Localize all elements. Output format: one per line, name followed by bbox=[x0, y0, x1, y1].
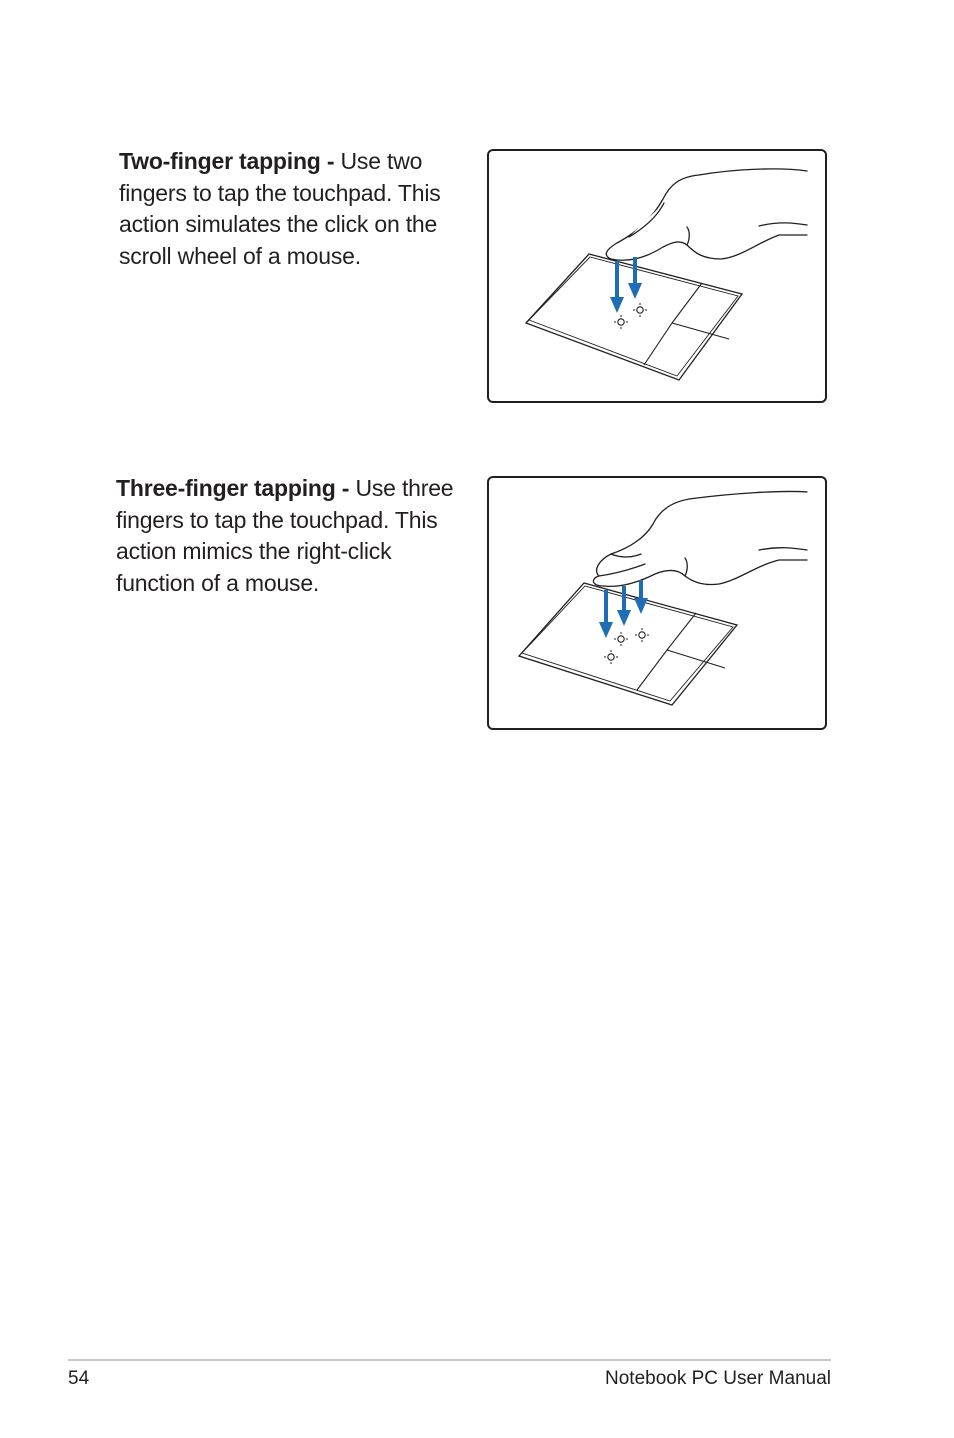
two-finger-tapping-description bbox=[119, 146, 464, 272]
gesture-body: Use two fingers to tap the touchpad. This action simulates the click on the scroll wheel of a mouse. bbox=[119, 148, 441, 269]
gesture-term: Two-finger tapping - bbox=[119, 148, 335, 174]
page-number: 54 bbox=[68, 1368, 90, 1389]
manual-title: Notebook PC User Manual bbox=[605, 1368, 831, 1389]
three-finger-tapping-description bbox=[116, 473, 471, 599]
two-finger-tap-illustration bbox=[487, 149, 827, 403]
footer-divider bbox=[68, 1359, 831, 1361]
gesture-body: Use three fingers to tap the touchpad. This action mimics the right-click function of a mouse. bbox=[116, 475, 454, 596]
gesture-term: Three-finger tapping - bbox=[116, 475, 350, 501]
three-finger-tap-illustration bbox=[487, 476, 827, 730]
